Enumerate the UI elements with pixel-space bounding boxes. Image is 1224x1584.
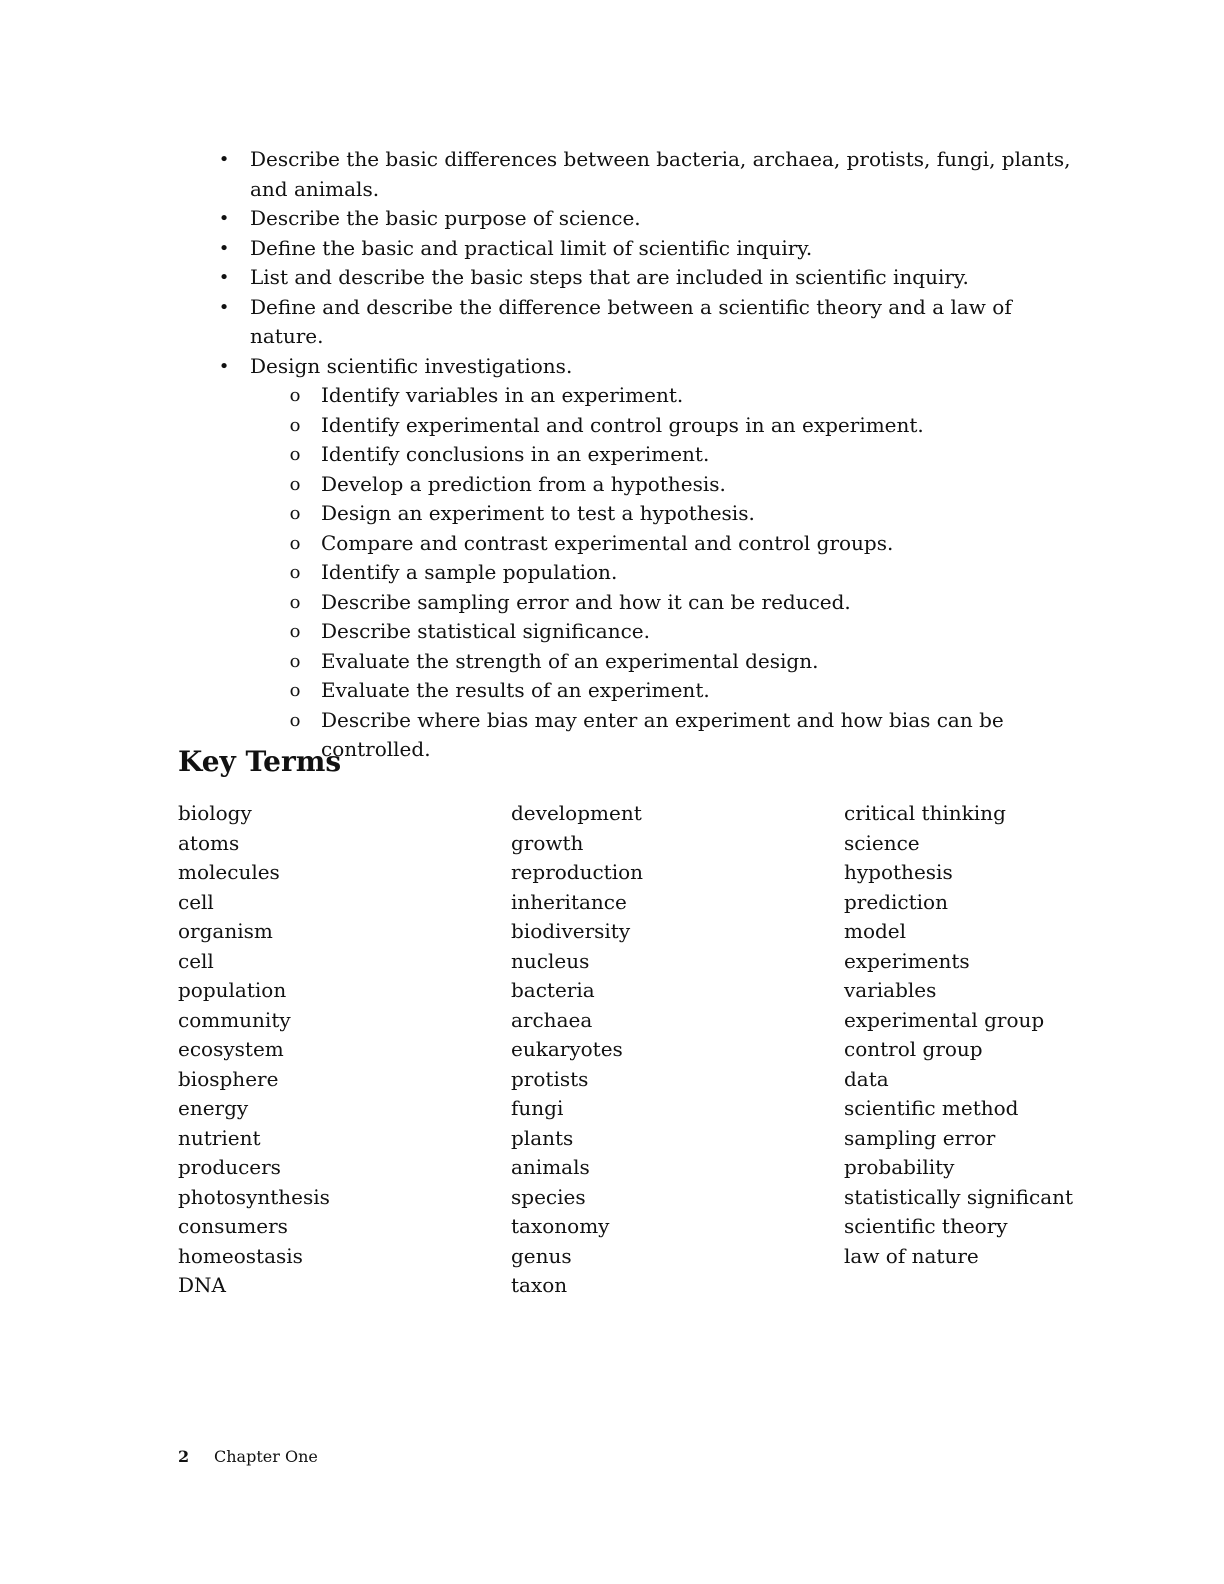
key-term: taxon bbox=[511, 1273, 568, 1297]
objective-item bbox=[178, 263, 1078, 293]
key-term: energy bbox=[178, 1096, 249, 1120]
sub-objective-text: Describe sampling error and how it can be reduced. bbox=[321, 589, 851, 614]
key-term: plants bbox=[511, 1125, 574, 1150]
key-term: data bbox=[844, 1066, 889, 1091]
bullet-icon: • bbox=[218, 237, 230, 259]
circle-bullet-icon: o bbox=[289, 680, 301, 701]
bullet-icon: • bbox=[218, 296, 230, 318]
key-term: genus bbox=[511, 1243, 572, 1268]
key-term: experimental group bbox=[844, 1007, 1045, 1032]
key-term: homeostasis bbox=[178, 1243, 303, 1268]
page-footer bbox=[178, 1446, 318, 1468]
sub-objective-item bbox=[250, 676, 1078, 706]
sub-objective-item bbox=[250, 706, 1078, 765]
key-term: experiments bbox=[844, 948, 970, 973]
sub-objective-text: Evaluate the results of an experiment. bbox=[321, 678, 710, 702]
sub-objective-item bbox=[250, 617, 1078, 647]
key-term: biosphere bbox=[178, 1066, 279, 1091]
sub-objective-item bbox=[250, 529, 1078, 559]
objective-item bbox=[178, 293, 1078, 352]
sub-objective-item bbox=[250, 588, 1078, 618]
circle-bullet-icon: o bbox=[289, 591, 301, 613]
circle-bullet-icon: o bbox=[289, 532, 301, 554]
sub-objective-text: Evaluate the strength of an experimental design. bbox=[321, 648, 819, 673]
key-term: cell bbox=[178, 889, 214, 914]
circle-bullet-icon: o bbox=[289, 503, 301, 524]
key-term: statistically significant bbox=[844, 1184, 1074, 1209]
key-term: organism bbox=[178, 919, 273, 943]
objective-text: List and describe the basic steps that are included in scientific inquiry. bbox=[250, 265, 969, 289]
circle-bullet-icon: o bbox=[289, 650, 301, 672]
key-term: biodiversity bbox=[511, 919, 631, 943]
bullet-icon: • bbox=[218, 208, 230, 229]
key-term: atoms bbox=[178, 830, 240, 855]
key-term: cell bbox=[178, 948, 214, 973]
sub-objective-item bbox=[250, 470, 1078, 500]
key-term: producers bbox=[178, 1155, 281, 1179]
key-term: hypothesis bbox=[844, 860, 953, 884]
key-term: nucleus bbox=[511, 948, 590, 973]
key-term: inheritance bbox=[511, 889, 627, 914]
sub-objective-text: Develop a prediction from a hypothesis. bbox=[321, 471, 726, 496]
key-terms-column-2 bbox=[511, 799, 643, 1301]
objective-text: Define and describe the difference between a scientific theory and a law of nature. bbox=[250, 294, 1012, 348]
sub-objective-item bbox=[250, 440, 1078, 470]
sub-objective-item bbox=[250, 499, 1078, 529]
key-term: science bbox=[844, 830, 920, 855]
key-term: control group bbox=[844, 1037, 983, 1061]
key-term: species bbox=[511, 1184, 586, 1209]
circle-bullet-icon: o bbox=[289, 414, 301, 436]
circle-bullet-icon: o bbox=[289, 385, 301, 406]
key-term: prediction bbox=[844, 889, 948, 914]
sub-objective-item bbox=[250, 381, 1078, 411]
key-term: eukaryotes bbox=[511, 1037, 623, 1061]
key-term: biology bbox=[178, 801, 252, 825]
sub-objective-text: Compare and contrast experimental and control groups. bbox=[321, 530, 894, 555]
circle-bullet-icon: o bbox=[289, 562, 301, 583]
sub-objective-text: Describe where bias may enter an experiment and how bias can be controlled. bbox=[321, 707, 1004, 761]
key-term: model bbox=[844, 919, 907, 943]
key-term: animals bbox=[511, 1155, 590, 1179]
key-term: law of nature bbox=[844, 1243, 979, 1268]
key-term: molecules bbox=[178, 860, 280, 884]
key-term: sampling error bbox=[844, 1125, 996, 1150]
key-term: archaea bbox=[511, 1007, 593, 1032]
bullet-icon: • bbox=[218, 149, 230, 170]
objective-text: Design scientific investigations. bbox=[250, 353, 573, 378]
key-term: scientific method bbox=[844, 1096, 1019, 1120]
circle-bullet-icon: o bbox=[289, 621, 301, 642]
sub-objective-item bbox=[250, 411, 1078, 441]
key-term: community bbox=[178, 1007, 291, 1032]
key-terms-table bbox=[178, 799, 1078, 1309]
sub-objective-text: Design an experiment to test a hypothesis. bbox=[321, 501, 755, 525]
key-term: bacteria bbox=[511, 978, 595, 1002]
key-term: nutrient bbox=[178, 1125, 261, 1150]
bullet-icon: • bbox=[218, 355, 230, 377]
key-term: growth bbox=[511, 830, 584, 855]
key-term: DNA bbox=[178, 1273, 226, 1297]
objective-item bbox=[178, 204, 1078, 234]
key-term: photosynthesis bbox=[178, 1184, 330, 1209]
objective-item bbox=[178, 352, 1078, 765]
objective-text: Define the basic and practical limit of scientific inquiry. bbox=[250, 235, 813, 260]
sub-objective-text: Identify variables in an experiment. bbox=[321, 383, 684, 407]
sub-objective-text: Identify experimental and control groups in an experiment. bbox=[321, 412, 924, 437]
key-term: ecosystem bbox=[178, 1037, 284, 1061]
key-term: critical thinking bbox=[844, 801, 1006, 825]
key-term: population bbox=[178, 978, 287, 1002]
objectives-list bbox=[178, 145, 1078, 765]
key-term: variables bbox=[844, 978, 937, 1002]
objective-item bbox=[178, 145, 1078, 204]
key-term: reproduction bbox=[511, 860, 644, 884]
objective-item bbox=[178, 234, 1078, 264]
sub-objective-item bbox=[250, 558, 1078, 588]
key-term: development bbox=[511, 801, 642, 825]
key-term: fungi bbox=[511, 1096, 564, 1120]
sub-objective-text: Identify a sample population. bbox=[321, 560, 618, 584]
key-terms-heading: Key Terms bbox=[178, 745, 342, 778]
chapter-label: Chapter One bbox=[214, 1447, 318, 1466]
circle-bullet-icon: o bbox=[289, 709, 301, 731]
key-term: consumers bbox=[178, 1214, 288, 1238]
objective-text: Describe the basic purpose of science. bbox=[250, 206, 641, 230]
circle-bullet-icon: o bbox=[289, 473, 301, 495]
sub-objective-text: Identify conclusions in an experiment. bbox=[321, 442, 710, 466]
key-term: taxonomy bbox=[511, 1214, 610, 1238]
bullet-icon: • bbox=[218, 267, 230, 288]
circle-bullet-icon: o bbox=[289, 444, 301, 465]
key-term: protists bbox=[511, 1066, 589, 1091]
sub-objectives-list bbox=[250, 381, 1078, 765]
page-number: 2 bbox=[178, 1447, 190, 1466]
key-terms-column-3 bbox=[844, 799, 1073, 1271]
objective-text: Describe the basic differences between bacteria, archaea, protists, fungi, plants, and animals. bbox=[250, 147, 1071, 201]
key-term: scientific theory bbox=[844, 1214, 1008, 1238]
sub-objective-item bbox=[250, 647, 1078, 677]
sub-objective-text: Describe statistical significance. bbox=[321, 619, 651, 643]
key-term: probability bbox=[844, 1155, 955, 1179]
key-terms-column-1 bbox=[178, 799, 330, 1301]
